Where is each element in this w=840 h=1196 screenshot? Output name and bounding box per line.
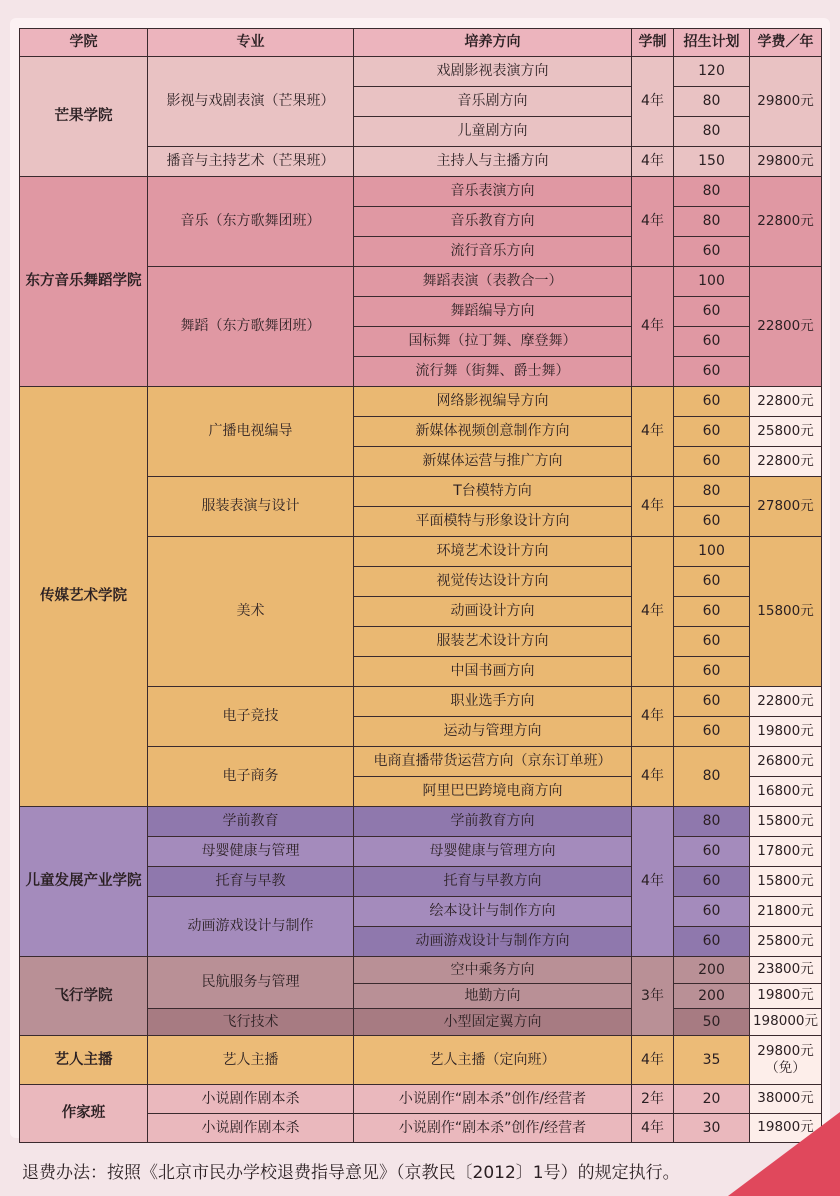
plan-cell: 50	[674, 1009, 750, 1036]
years-cell: 4年	[632, 1036, 674, 1085]
header-college: 学院	[20, 29, 148, 57]
header-major: 专业	[148, 29, 354, 57]
table-header-row	[20, 29, 822, 57]
fee-cell: 19800元	[750, 717, 822, 747]
direction-cell: 戏剧影视表演方向	[354, 57, 632, 87]
plan-cell: 120	[674, 57, 750, 87]
college-cell: 飞行学院	[20, 957, 148, 1036]
header-enrollment: 招生计划	[674, 29, 750, 57]
tuition-table	[19, 28, 822, 1143]
direction-cell: 动画游戏设计与制作方向	[354, 927, 632, 957]
fee-cell: 22800元	[750, 387, 822, 417]
major-cell: 小说剧作剧本杀	[148, 1114, 354, 1143]
direction-cell: 中国书画方向	[354, 657, 632, 687]
plan-cell: 60	[674, 417, 750, 447]
major-cell: 影视与戏剧表演（芒果班）	[148, 57, 354, 147]
direction-cell: 服装艺术设计方向	[354, 627, 632, 657]
direction-cell: 运动与管理方向	[354, 717, 632, 747]
plan-cell: 80	[674, 117, 750, 147]
plan-cell: 60	[674, 297, 750, 327]
direction-cell: 舞蹈编导方向	[354, 297, 632, 327]
direction-cell: 音乐教育方向	[354, 207, 632, 237]
direction-cell: 电商直播带货运营方向（京东订单班）	[354, 747, 632, 777]
plan-cell: 100	[674, 537, 750, 567]
plan-cell: 30	[674, 1114, 750, 1143]
plan-cell: 60	[674, 657, 750, 687]
plan-cell: 80	[674, 807, 750, 837]
direction-cell: 职业选手方向	[354, 687, 632, 717]
years-cell: 4年	[632, 807, 674, 957]
years-cell: 4年	[632, 537, 674, 687]
college-cell: 芒果学院	[20, 57, 148, 177]
direction-cell: 流行音乐方向	[354, 237, 632, 267]
fee-cell: 27800元	[750, 477, 822, 537]
fee-cell: 25800元	[750, 927, 822, 957]
plan-cell: 20	[674, 1085, 750, 1114]
plan-cell: 80	[674, 477, 750, 507]
plan-cell: 60	[674, 897, 750, 927]
direction-cell: 地勤方向	[354, 984, 632, 1009]
direction-cell: 阿里巴巴跨境电商方向	[354, 777, 632, 807]
college-cell: 儿童发展产业学院	[20, 807, 148, 957]
direction-cell: 母婴健康与管理方向	[354, 837, 632, 867]
table-row	[20, 807, 822, 837]
major-cell: 音乐（东方歌舞团班）	[148, 177, 354, 267]
direction-cell: 新媒体运营与推广方向	[354, 447, 632, 477]
direction-cell: 儿童剧方向	[354, 117, 632, 147]
direction-cell: 平面模特与形象设计方向	[354, 507, 632, 537]
fee-cell: 22800元	[750, 267, 822, 387]
plan-cell: 60	[674, 567, 750, 597]
table-row	[20, 177, 822, 207]
fee-cell: 23800元	[750, 957, 822, 984]
years-cell: 4年	[632, 57, 674, 147]
direction-cell: 艺人主播（定向班）	[354, 1036, 632, 1085]
plan-cell: 80	[674, 207, 750, 237]
fee-cell: 17800元	[750, 837, 822, 867]
direction-cell: 音乐剧方向	[354, 87, 632, 117]
plan-cell: 80	[674, 87, 750, 117]
fee-cell: 22800元	[750, 687, 822, 717]
direction-cell: 小说剧作“剧本杀”创作/经营者	[354, 1114, 632, 1143]
plan-cell: 60	[674, 627, 750, 657]
major-cell: 艺人主播	[148, 1036, 354, 1085]
plan-cell: 60	[674, 447, 750, 477]
fee-cell: 16800元	[750, 777, 822, 807]
years-cell: 4年	[632, 147, 674, 177]
fee-cell: 15800元	[750, 807, 822, 837]
direction-cell: 小型固定翼方向	[354, 1009, 632, 1036]
major-cell: 学前教育	[148, 807, 354, 837]
major-cell: 电子商务	[148, 747, 354, 807]
college-cell: 传媒艺术学院	[20, 387, 148, 807]
table-row	[20, 57, 822, 87]
direction-cell: 绘本设计与制作方向	[354, 897, 632, 927]
major-cell: 服装表演与设计	[148, 477, 354, 537]
plan-cell: 100	[674, 267, 750, 297]
plan-cell: 60	[674, 597, 750, 627]
plan-cell: 80	[674, 177, 750, 207]
college-cell: 艺人主播	[20, 1036, 148, 1085]
table-row	[20, 957, 822, 984]
plan-cell: 60	[674, 387, 750, 417]
direction-cell: 学前教育方向	[354, 807, 632, 837]
table-row	[20, 1036, 822, 1085]
plan-cell: 60	[674, 357, 750, 387]
fee-cell: 15800元	[750, 537, 822, 687]
plan-cell: 60	[674, 507, 750, 537]
table-row	[20, 1085, 822, 1114]
direction-cell: 舞蹈表演（表教合一）	[354, 267, 632, 297]
plan-cell: 60	[674, 927, 750, 957]
major-cell: 飞行技术	[148, 1009, 354, 1036]
table-row	[20, 387, 822, 417]
direction-cell: T台模特方向	[354, 477, 632, 507]
plan-cell: 60	[674, 687, 750, 717]
plan-cell: 60	[674, 327, 750, 357]
fee-cell: 26800元	[750, 747, 822, 777]
direction-cell: 网络影视编导方向	[354, 387, 632, 417]
corner-decoration	[728, 1112, 840, 1196]
fee-cell: 198000元	[750, 1009, 822, 1036]
refund-policy-note: 退费办法：按照《北京市民办学校退费指导意见》（京教民〔2012〕1号）的规定执行。	[22, 1163, 680, 1183]
plan-cell: 200	[674, 957, 750, 984]
major-cell: 民航服务与管理	[148, 957, 354, 1009]
direction-cell: 主持人与主播方向	[354, 147, 632, 177]
fee-cell: 15800元	[750, 867, 822, 897]
years-cell: 3年	[632, 957, 674, 1036]
major-cell: 母婴健康与管理	[148, 837, 354, 867]
plan-cell: 80	[674, 747, 750, 807]
years-cell: 4年	[632, 1114, 674, 1143]
plan-cell: 200	[674, 984, 750, 1009]
direction-cell: 小说剧作“剧本杀”创作/经营者	[354, 1085, 632, 1114]
major-cell: 播音与主持艺术（芒果班）	[148, 147, 354, 177]
plan-cell: 150	[674, 147, 750, 177]
plan-cell: 35	[674, 1036, 750, 1085]
fee-cell: 29800元（免）	[750, 1036, 822, 1085]
direction-cell: 动画设计方向	[354, 597, 632, 627]
college-cell: 东方音乐舞蹈学院	[20, 177, 148, 387]
years-cell: 4年	[632, 177, 674, 267]
major-cell: 舞蹈（东方歌舞团班）	[148, 267, 354, 387]
years-cell: 4年	[632, 387, 674, 477]
major-cell: 托育与早教	[148, 867, 354, 897]
direction-cell: 环境艺术设计方向	[354, 537, 632, 567]
fee-cell: 25800元	[750, 417, 822, 447]
plan-cell: 60	[674, 237, 750, 267]
years-cell: 4年	[632, 267, 674, 387]
header-direction: 培养方向	[354, 29, 632, 57]
header-years: 学制	[632, 29, 674, 57]
fee-cell: 22800元	[750, 177, 822, 267]
direction-cell: 视觉传达设计方向	[354, 567, 632, 597]
fee-cell: 29800元	[750, 57, 822, 147]
college-cell: 作家班	[20, 1085, 148, 1143]
major-cell: 小说剧作剧本杀	[148, 1085, 354, 1114]
fee-cell: 29800元	[750, 147, 822, 177]
fee-cell: 21800元	[750, 897, 822, 927]
years-cell: 2年	[632, 1085, 674, 1114]
major-cell: 美术	[148, 537, 354, 687]
major-cell: 广播电视编导	[148, 387, 354, 477]
major-cell: 动画游戏设计与制作	[148, 897, 354, 957]
fee-cell: 19800元	[750, 1114, 822, 1143]
major-cell: 电子竞技	[148, 687, 354, 747]
plan-cell: 60	[674, 837, 750, 867]
direction-cell: 托育与早教方向	[354, 867, 632, 897]
years-cell: 4年	[632, 477, 674, 537]
direction-cell: 国标舞（拉丁舞、摩登舞）	[354, 327, 632, 357]
direction-cell: 音乐表演方向	[354, 177, 632, 207]
direction-cell: 新媒体视频创意制作方向	[354, 417, 632, 447]
years-cell: 4年	[632, 747, 674, 807]
fee-cell: 22800元	[750, 447, 822, 477]
years-cell: 4年	[632, 687, 674, 747]
plan-cell: 60	[674, 717, 750, 747]
plan-cell: 60	[674, 867, 750, 897]
header-fee: 学费／年	[750, 29, 822, 57]
fee-cell: 19800元	[750, 984, 822, 1009]
direction-cell: 空中乘务方向	[354, 957, 632, 984]
direction-cell: 流行舞（街舞、爵士舞）	[354, 357, 632, 387]
fee-cell: 38000元	[750, 1085, 822, 1114]
